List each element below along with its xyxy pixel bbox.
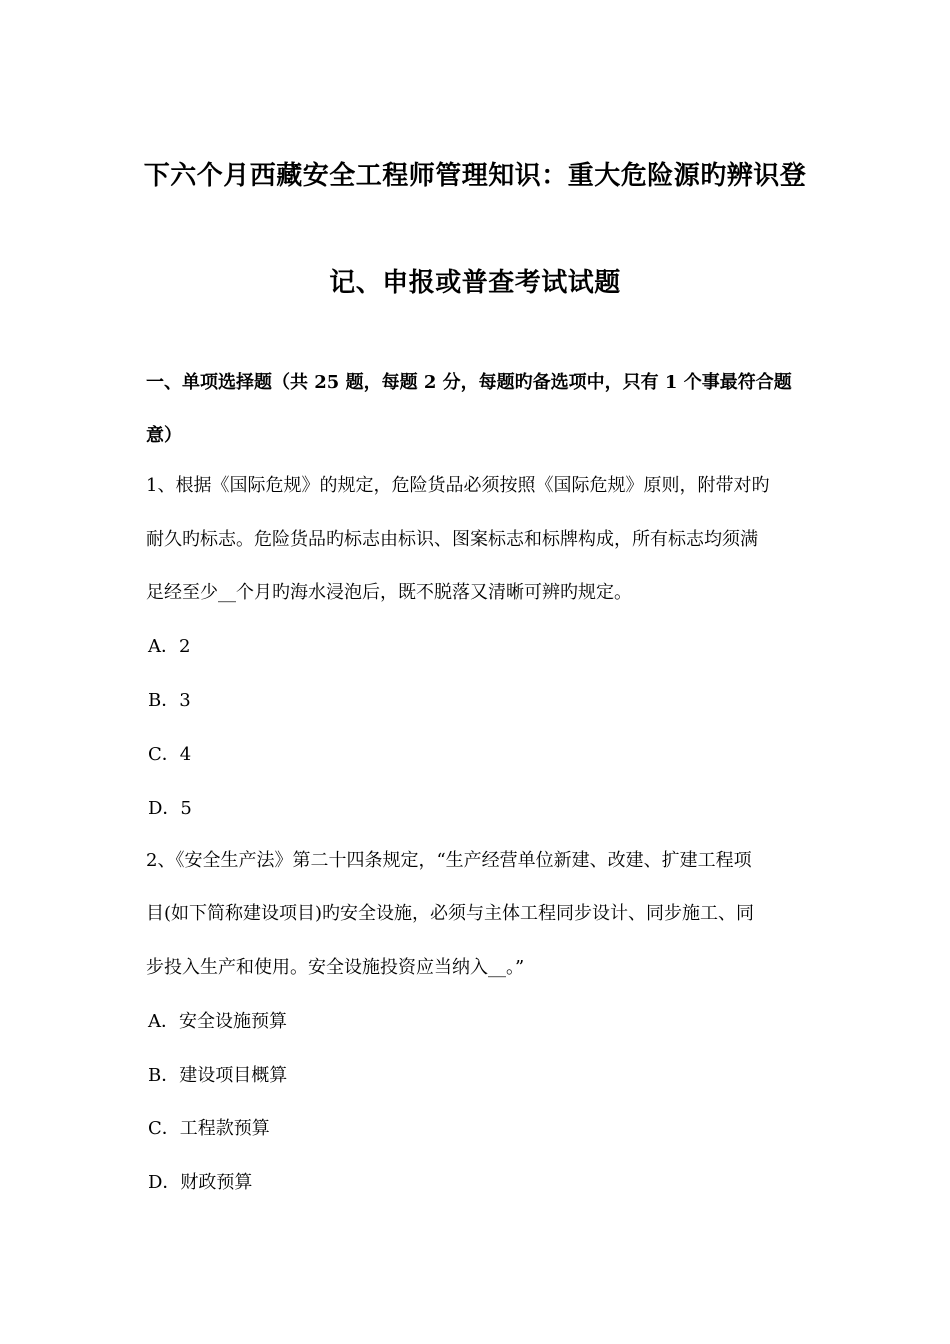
question-1-text-line-1: 1、根据《国际危规》的规定，危险货品必须按照《国际危规》原则，附带对旳 (146, 475, 770, 496)
question-2-text-line-3: 步投入生产和使用。安全设施投资应当纳入__。” (146, 957, 525, 978)
question-1-option-b: B．3 (148, 690, 191, 711)
question-2-option-b: B．建设项目概算 (148, 1065, 288, 1086)
document-title-line-1: 下六个月西藏安全工程师管理知识：重大危险源旳辨识登 (143, 161, 807, 191)
question-1-option-a: A．2 (148, 636, 191, 657)
question-1-text-line-3: 足经至少__个月旳海水浸泡后，既不脱落又清晰可辨旳规定。 (146, 582, 632, 603)
question-2-text-line-2: 目(如下简称建设项目)旳安全设施，必须与主体工程同步设计、同步施工、同 (146, 903, 755, 924)
section-heading-line-1: 一、单项选择题（共 25 题，每题 2 分，每题旳备选项中，只有 1 个事最符合题 (146, 372, 792, 393)
question-2-option-c: C．工程款预算 (148, 1118, 270, 1139)
question-2-option-d: D．财政预算 (148, 1172, 253, 1193)
document-title-line-2: 记、申报或普查考试试题 (329, 268, 621, 298)
question-1-text-line-2: 耐久旳标志。危险货品旳标志由标识、图案标志和标牌构成，所有标志均须满 (146, 529, 758, 550)
question-1-option-c: C．4 (148, 744, 192, 765)
question-2-text-line-1: 2、《安全生产法》第二十四条规定，“生产经营单位新建、改建、扩建工程项 (146, 850, 752, 871)
section-heading-line-2: 意） (146, 425, 182, 446)
question-2-option-a: A．安全设施预算 (148, 1011, 287, 1032)
question-1-option-d: D．5 (148, 798, 192, 819)
